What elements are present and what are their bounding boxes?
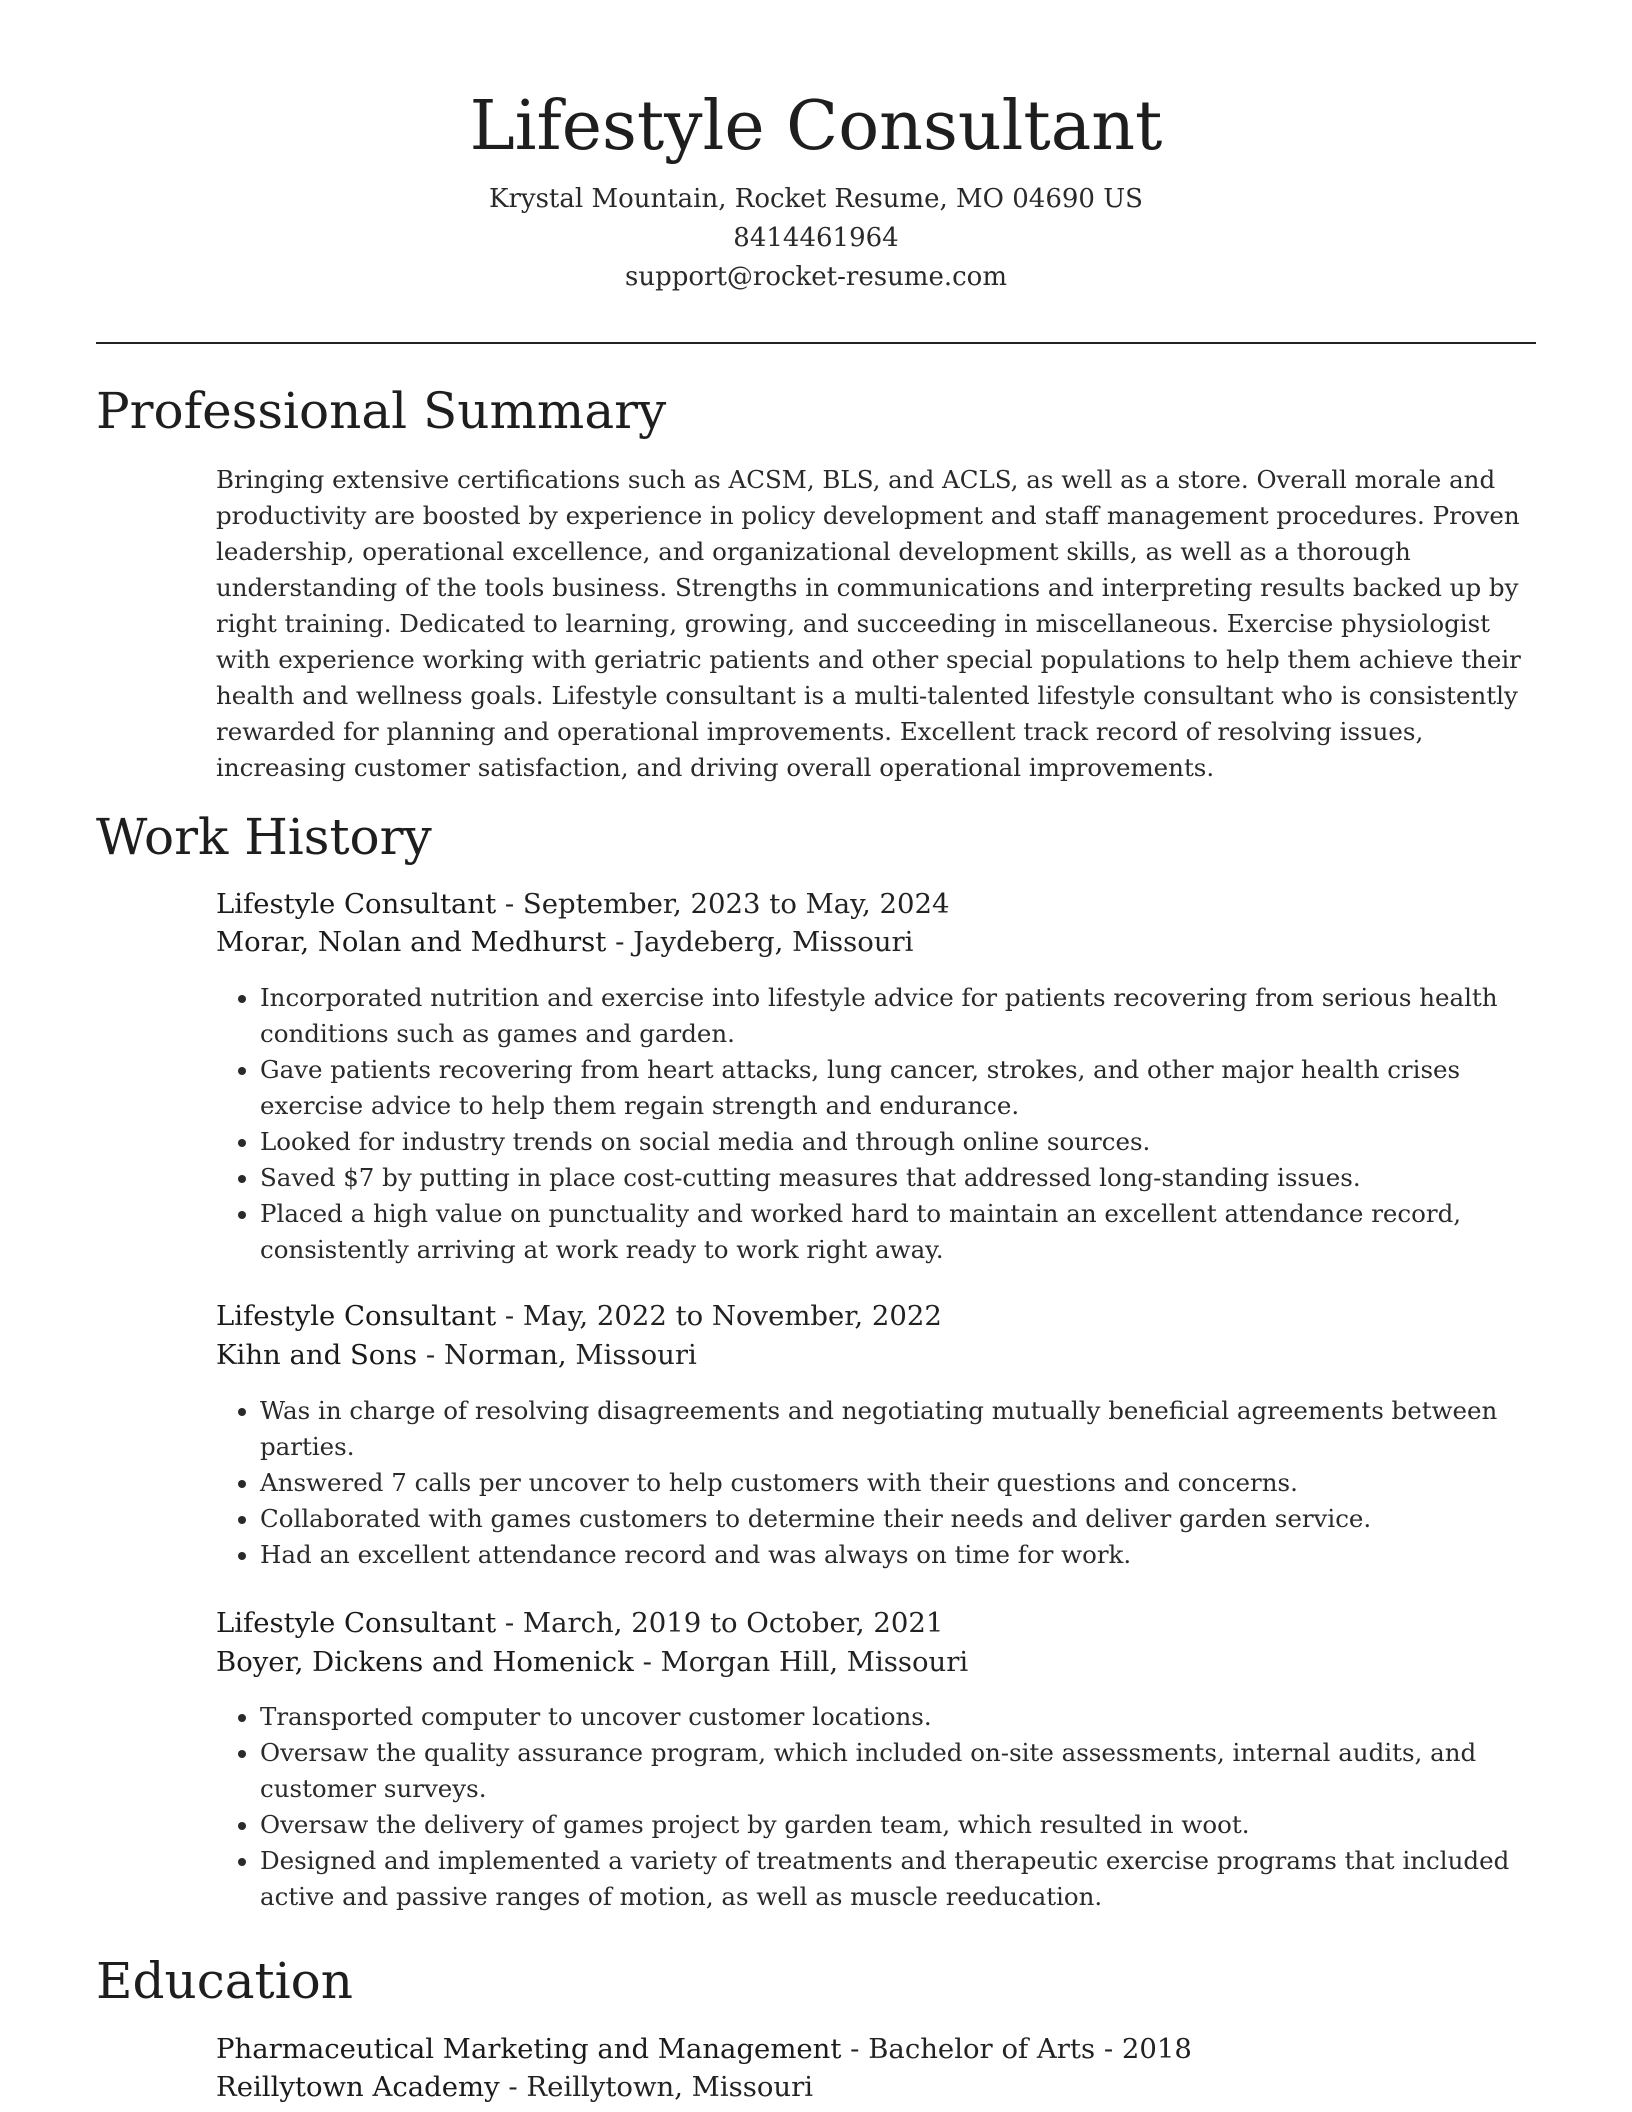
list-item: • Oversaw the delivery of games project by garden team, which resulted in woot. bbox=[260, 1807, 1546, 1843]
job-1-role: Lifestyle Consultant bbox=[216, 888, 497, 920]
list-item: • Saved $7 by putting in place cost-cutting measures that addressed long-standing issues. bbox=[260, 1160, 1546, 1196]
header-divider bbox=[96, 342, 1536, 344]
education-school-line bbox=[216, 2067, 813, 2107]
list-item: • Collaborated with games customers to determine their needs and deliver garden service. bbox=[260, 1501, 1546, 1537]
list-item: • Transported computer to uncover customer locations. bbox=[260, 1699, 1546, 1735]
education-degree-line bbox=[216, 2029, 1192, 2069]
job-1-company: Morar, Nolan and Medhurst bbox=[216, 926, 607, 958]
list-item: • Designed and implemented a variety of treatments and therapeutic exercise programs that included active and passive ranges of motion, as well as muscle reeducation. bbox=[260, 1843, 1546, 1915]
job-3-location: - Morgan Hill, Missouri bbox=[633, 1646, 969, 1678]
summary-text: Bringing extensive certifications such as ACSM, BLS, and ACLS, as well as a store. Overall morale and productivity are boosted by experience in policy development and staff management procedures. Proven leadership, operational excellence, and organizational development skills, as well as a thorough understanding of the tools business. Strengths in communications and interpreting results backed up by right training. Dedicated to learning, growing, and succeeding in miscellaneous. Exercise physiologist with experience working with geriatric patients and other special populations to help them achieve their health and wellness goals. Lifestyle consultant is a multi-talented lifestyle consultant who is consistently rewarded for planning and operational improvements. Excellent track record of resolving issues, increasing customer satisfaction, and driving overall operational improvements. bbox=[216, 465, 1521, 782]
job-2-company: Kihn and Sons bbox=[216, 1339, 418, 1371]
education-school-location: - Reillytown, Missouri bbox=[499, 2071, 814, 2103]
job-3-role: Lifestyle Consultant bbox=[216, 1607, 497, 1639]
job-1-company-line bbox=[216, 922, 913, 962]
job-2-role: Lifestyle Consultant bbox=[216, 1300, 497, 1332]
job-3-dates: - March, 2019 to October, 2021 bbox=[496, 1607, 944, 1639]
job-3-bullets bbox=[216, 1699, 1546, 1915]
contact-email: support@rocket-resume.com bbox=[624, 262, 1007, 292]
contact-block bbox=[96, 180, 1536, 297]
summary-heading: Professional Summary bbox=[96, 382, 667, 440]
job-2-bullets bbox=[216, 1393, 1546, 1573]
job-3-title-line bbox=[216, 1603, 943, 1643]
job-2-location: - Norman, Missouri bbox=[417, 1339, 697, 1371]
list-item: • Had an excellent attendance record and was always on time for work. bbox=[260, 1537, 1546, 1573]
contact-address: Krystal Mountain, Rocket Resume, MO 04690 US bbox=[489, 184, 1143, 214]
job-2-title-line bbox=[216, 1296, 942, 1336]
education-degree-detail: - Bachelor of Arts - 2018 bbox=[841, 2033, 1192, 2065]
list-item: • Oversaw the quality assurance program, which included on-site assessments, internal audits, and customer surveys. bbox=[260, 1735, 1546, 1807]
list-item: • Placed a high value on punctuality and worked hard to maintain an excellent attendance record, consistently arriving at work ready to work right away. bbox=[260, 1196, 1546, 1268]
resume-header bbox=[96, 82, 1536, 297]
candidate-title: Lifestyle Consultant bbox=[469, 87, 1163, 166]
education-heading: Education bbox=[96, 1952, 353, 2010]
job-1-location: - Jaydeberg, Missouri bbox=[606, 926, 914, 958]
contact-phone: 8414461964 bbox=[733, 223, 899, 253]
list-item: • Looked for industry trends on social media and through online sources. bbox=[260, 1124, 1546, 1160]
education-school: Reillytown Academy bbox=[216, 2071, 500, 2103]
work-history-heading: Work History bbox=[96, 808, 432, 866]
job-1-dates: - September, 2023 to May, 2024 bbox=[496, 888, 950, 920]
education-degree: Pharmaceutical Marketing and Management bbox=[216, 2033, 842, 2065]
job-3-company: Boyer, Dickens and Homenick bbox=[216, 1646, 634, 1678]
job-2-dates: - May, 2022 to November, 2022 bbox=[496, 1300, 942, 1332]
job-1-bullets bbox=[216, 980, 1546, 1268]
list-item: • Answered 7 calls per uncover to help customers with their questions and concerns. bbox=[260, 1465, 1546, 1501]
list-item: • Was in charge of resolving disagreements and negotiating mutually beneficial agreements between parties. bbox=[260, 1393, 1546, 1465]
list-item: • Gave patients recovering from heart attacks, lung cancer, strokes, and other major health crises exercise advice to help them regain strength and endurance. bbox=[260, 1052, 1546, 1124]
list-item: • Incorporated nutrition and exercise into lifestyle advice for patients recovering from serious health conditions such as games and garden. bbox=[260, 980, 1546, 1052]
job-2-company-line bbox=[216, 1335, 697, 1375]
job-3-company-line bbox=[216, 1642, 968, 1682]
job-1-title-line bbox=[216, 884, 950, 924]
